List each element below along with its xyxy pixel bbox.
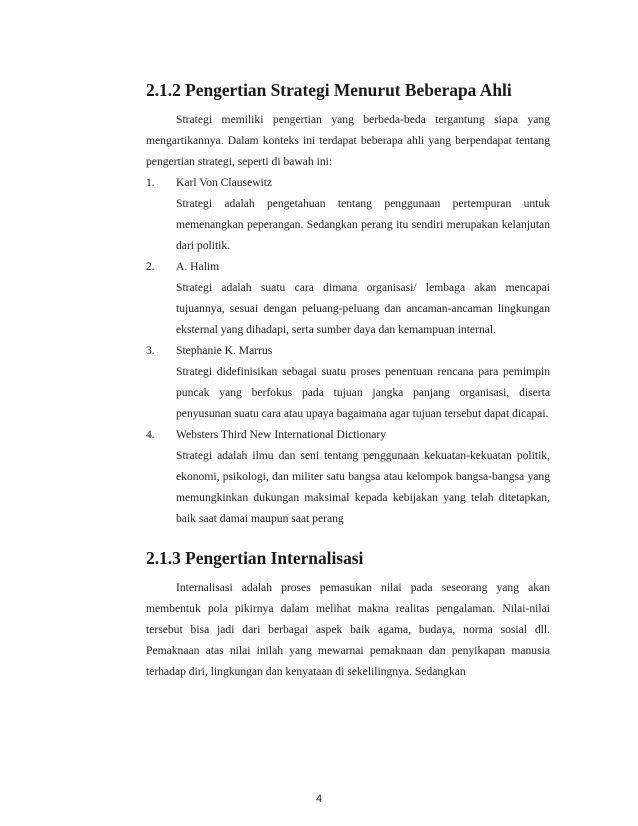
section-intro-paragraph: Strategi memiliki pengertian yang berbeda-beda tergantung siapa yang mengartikannya. Dalam konteks ini terdapat beberapa ahli yang berpendapat tentang pengertian strategi, seperti di bawah ini: <box>146 113 550 168</box>
list-item-2 <box>146 256 550 340</box>
list-item-number: 3. <box>146 344 155 357</box>
section-body-paragraph: Internalisasi adalah proses pemasukan nilai pada seseorang yang akan membentuk pola pikirnya dalam melihat makna realitas pengalaman. Nilai-nilai tersebut bisa jadi dari berbagai aspek baik agama, budaya, norma sosial dll. Pemaknaan atas nilai inilah yang mewarnai pemaknaan dan penyikapan manusia terhadap diri, lingkungan dan kenyataan di sekelilingnya. Sedangkan <box>146 581 550 678</box>
list-item-title: Stephanie K. Marrus <box>176 344 273 357</box>
list-item-4 <box>146 424 550 529</box>
list-item-body: Strategi didefinisikan sebagai suatu proses penentuan rencana para pemimpin puncak yang berfokus pada tujuan jangka panjang organisasi, diserta penyusunan suatu cara atau upaya bagaimana agar tujuan tersebut dapat dicapai. <box>176 365 550 420</box>
list-item-body: Strategi adalah suatu cara dimana organisasi/ lembaga akan mencapai tujuannya, sesuai dengan peluang-peluang dan ancaman-ancaman lingkungan eksternal yang dihadapi, serta sumber daya dan kemampuan internal. <box>176 281 550 336</box>
list-item-number: 4. <box>146 428 155 441</box>
list-item-1 <box>146 172 550 256</box>
list-item-body: Strategi adalah pengetahuan tentang penggunaan pertempuran untuk memenangkan peperangan. Sedangkan perang itu sendiri merupakan kelanjutan dari politik. <box>176 197 550 252</box>
list-item-title: A. Halim <box>176 260 220 273</box>
list-item-body: Strategi adalah ilmu dan seni tentang penggunaan kekuatan-kekuatan politik, ekonomi, psikologi, dan militer satu bangsa atau kelompok bangsa-bangsa yang memungkinkan dukungan maksimal kepada kebijakan yang telah ditetapkan, baik saat damai maupun saat perang <box>176 449 550 525</box>
page-content <box>146 80 550 682</box>
list-item-3 <box>146 340 550 424</box>
section-heading-2-1-3: 2.1.3 Pengertian Internalisasi <box>146 548 364 568</box>
list-item-number: 1. <box>146 176 155 189</box>
list-item-number: 2. <box>146 260 155 273</box>
page-number: 4 <box>315 793 323 805</box>
section-heading-2-1-2: 2.1.2 Pengertian Strategi Menurut Beberapa Ahli <box>146 80 512 100</box>
list-item-title: Karl Von Clausewitz <box>176 176 273 189</box>
list-item-title: Websters Third New International Dictionary <box>176 428 387 441</box>
experts-definition-list <box>146 172 550 529</box>
